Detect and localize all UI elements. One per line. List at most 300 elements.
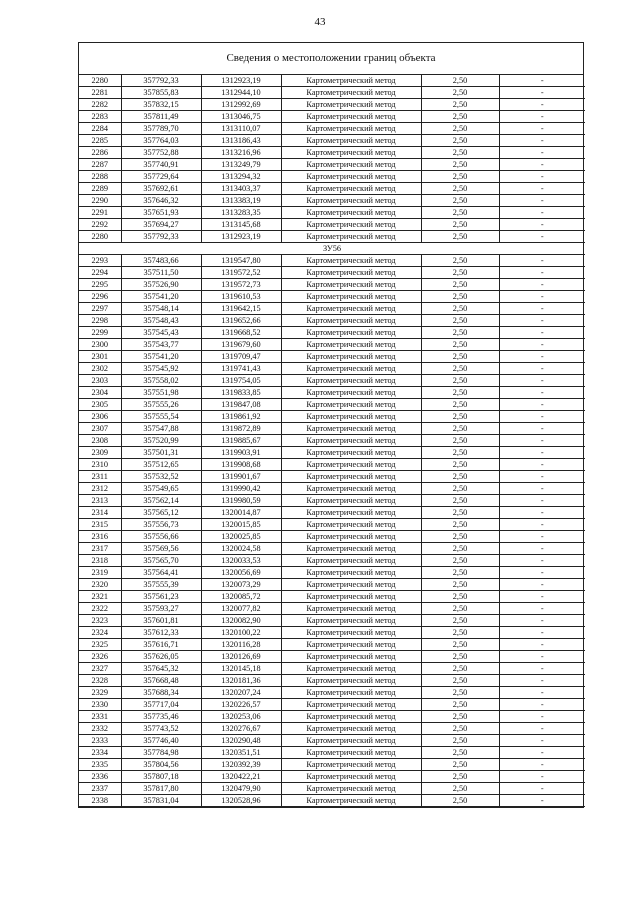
method-cell: Картометрический метод — [281, 711, 421, 723]
method-cell: Картометрический метод — [281, 171, 421, 183]
y-coordinate-cell: 1320226,57 — [201, 699, 281, 711]
y-coordinate-cell: 1313403,37 — [201, 183, 281, 195]
accuracy-cell: 2,50 — [421, 603, 499, 615]
point-number-cell: 2329 — [79, 687, 121, 699]
x-coordinate-cell: 357511,50 — [121, 267, 201, 279]
x-coordinate-cell: 357792,33 — [121, 75, 201, 87]
table-row — [79, 327, 585, 339]
description-cell: - — [499, 147, 585, 159]
x-coordinate-cell: 357520,99 — [121, 435, 201, 447]
accuracy-cell: 2,50 — [421, 795, 499, 807]
table-row — [79, 399, 585, 411]
table-row — [79, 735, 585, 747]
description-cell: - — [499, 267, 585, 279]
point-number-cell: 2280 — [79, 231, 121, 243]
point-number-cell: 2336 — [79, 771, 121, 783]
point-number-cell: 2319 — [79, 567, 121, 579]
method-cell: Картометрический метод — [281, 327, 421, 339]
description-cell: - — [499, 699, 585, 711]
table-row — [79, 147, 585, 159]
description-cell: - — [499, 387, 585, 399]
method-cell: Картометрический метод — [281, 675, 421, 687]
section-header-row — [79, 243, 585, 255]
point-number-cell: 2283 — [79, 111, 121, 123]
table-row — [79, 279, 585, 291]
table-row — [79, 351, 585, 363]
description-cell: - — [499, 399, 585, 411]
accuracy-cell: 2,50 — [421, 183, 499, 195]
description-cell: - — [499, 435, 585, 447]
section-label: ЗУ56 — [79, 243, 585, 255]
x-coordinate-cell: 357547,88 — [121, 423, 201, 435]
y-coordinate-cell: 1319709,47 — [201, 351, 281, 363]
point-number-cell: 2303 — [79, 375, 121, 387]
x-coordinate-cell: 357668,48 — [121, 675, 201, 687]
table-row — [79, 363, 585, 375]
point-number-cell: 2286 — [79, 147, 121, 159]
point-number-cell: 2280 — [79, 75, 121, 87]
point-number-cell: 2281 — [79, 87, 121, 99]
accuracy-cell: 2,50 — [421, 507, 499, 519]
x-coordinate-cell: 357551,98 — [121, 387, 201, 399]
x-coordinate-cell: 357593,27 — [121, 603, 201, 615]
table-row — [79, 339, 585, 351]
description-cell: - — [499, 471, 585, 483]
x-coordinate-cell: 357626,05 — [121, 651, 201, 663]
table-row — [79, 195, 585, 207]
point-number-cell: 2315 — [79, 519, 121, 531]
x-coordinate-cell: 357543,77 — [121, 339, 201, 351]
point-number-cell: 2284 — [79, 123, 121, 135]
y-coordinate-cell: 1313110,07 — [201, 123, 281, 135]
table-row — [79, 267, 585, 279]
method-cell: Картометрический метод — [281, 99, 421, 111]
point-number-cell: 2297 — [79, 303, 121, 315]
description-cell: - — [499, 531, 585, 543]
accuracy-cell: 2,50 — [421, 771, 499, 783]
accuracy-cell: 2,50 — [421, 279, 499, 291]
accuracy-cell: 2,50 — [421, 99, 499, 111]
table-row — [79, 471, 585, 483]
accuracy-cell: 2,50 — [421, 447, 499, 459]
x-coordinate-cell: 357688,34 — [121, 687, 201, 699]
point-number-cell: 2334 — [79, 747, 121, 759]
point-number-cell: 2309 — [79, 447, 121, 459]
table-row — [79, 687, 585, 699]
x-coordinate-cell: 357558,02 — [121, 375, 201, 387]
method-cell: Картометрический метод — [281, 315, 421, 327]
y-coordinate-cell: 1319610,53 — [201, 291, 281, 303]
description-cell: - — [499, 579, 585, 591]
point-number-cell: 2290 — [79, 195, 121, 207]
table-row — [79, 519, 585, 531]
x-coordinate-cell: 357555,26 — [121, 399, 201, 411]
x-coordinate-cell: 357555,39 — [121, 579, 201, 591]
y-coordinate-cell: 1319980,59 — [201, 495, 281, 507]
table-row — [79, 87, 585, 99]
y-coordinate-cell: 1320033,53 — [201, 555, 281, 567]
accuracy-cell: 2,50 — [421, 747, 499, 759]
y-coordinate-cell: 1320116,28 — [201, 639, 281, 651]
accuracy-cell: 2,50 — [421, 339, 499, 351]
grid-body — [79, 75, 585, 807]
method-cell: Картометрический метод — [281, 375, 421, 387]
point-number-cell: 2325 — [79, 639, 121, 651]
accuracy-cell: 2,50 — [421, 363, 499, 375]
description-cell: - — [499, 507, 585, 519]
y-coordinate-cell: 1319861,92 — [201, 411, 281, 423]
table-row — [79, 111, 585, 123]
y-coordinate-cell: 1320392,39 — [201, 759, 281, 771]
y-coordinate-cell: 1319885,67 — [201, 435, 281, 447]
description-cell: - — [499, 339, 585, 351]
x-coordinate-cell: 357784,98 — [121, 747, 201, 759]
y-coordinate-cell: 1319990,42 — [201, 483, 281, 495]
accuracy-cell: 2,50 — [421, 591, 499, 603]
description-cell: - — [499, 735, 585, 747]
description-cell: - — [499, 459, 585, 471]
point-number-cell: 2328 — [79, 675, 121, 687]
table-row — [79, 75, 585, 87]
method-cell: Картометрический метод — [281, 231, 421, 243]
x-coordinate-cell: 357601,81 — [121, 615, 201, 627]
method-cell: Картометрический метод — [281, 759, 421, 771]
x-coordinate-cell: 357789,70 — [121, 123, 201, 135]
y-coordinate-cell: 1320422,21 — [201, 771, 281, 783]
accuracy-cell: 2,50 — [421, 567, 499, 579]
x-coordinate-cell: 357555,54 — [121, 411, 201, 423]
description-cell: - — [499, 159, 585, 171]
method-cell: Картометрический метод — [281, 735, 421, 747]
description-cell: - — [499, 495, 585, 507]
method-cell: Картометрический метод — [281, 663, 421, 675]
y-coordinate-cell: 1320100,22 — [201, 627, 281, 639]
table-row — [79, 231, 585, 243]
description-cell: - — [499, 231, 585, 243]
x-coordinate-cell: 357483,66 — [121, 255, 201, 267]
accuracy-cell: 2,50 — [421, 471, 499, 483]
accuracy-cell: 2,50 — [421, 375, 499, 387]
x-coordinate-cell: 357792,33 — [121, 231, 201, 243]
description-cell: - — [499, 171, 585, 183]
table-row — [79, 771, 585, 783]
method-cell: Картометрический метод — [281, 615, 421, 627]
accuracy-cell: 2,50 — [421, 267, 499, 279]
table-row — [79, 663, 585, 675]
accuracy-cell: 2,50 — [421, 699, 499, 711]
description-cell: - — [499, 663, 585, 675]
description-cell: - — [499, 615, 585, 627]
accuracy-cell: 2,50 — [421, 123, 499, 135]
y-coordinate-cell: 1313046,75 — [201, 111, 281, 123]
description-cell: - — [499, 567, 585, 579]
x-coordinate-cell: 357817,80 — [121, 783, 201, 795]
y-coordinate-cell: 1319642,15 — [201, 303, 281, 315]
point-number-cell: 2296 — [79, 291, 121, 303]
accuracy-cell: 2,50 — [421, 303, 499, 315]
y-coordinate-cell: 1319872,89 — [201, 423, 281, 435]
y-coordinate-cell: 1319847,08 — [201, 399, 281, 411]
x-coordinate-cell: 357855,83 — [121, 87, 201, 99]
accuracy-cell: 2,50 — [421, 207, 499, 219]
description-cell: - — [499, 303, 585, 315]
y-coordinate-cell: 1313294,32 — [201, 171, 281, 183]
y-coordinate-cell: 1320077,82 — [201, 603, 281, 615]
method-cell: Картометрический метод — [281, 543, 421, 555]
y-coordinate-cell: 1320276,67 — [201, 723, 281, 735]
table-row — [79, 123, 585, 135]
accuracy-cell: 2,50 — [421, 459, 499, 471]
table-row — [79, 531, 585, 543]
x-coordinate-cell: 357804,56 — [121, 759, 201, 771]
y-coordinate-cell: 1319833,85 — [201, 387, 281, 399]
table-row — [79, 783, 585, 795]
description-cell: - — [499, 135, 585, 147]
table-row — [79, 543, 585, 555]
point-number-cell: 2312 — [79, 483, 121, 495]
table-row — [79, 507, 585, 519]
table-row — [79, 567, 585, 579]
x-coordinate-cell: 357501,31 — [121, 447, 201, 459]
point-number-cell: 2291 — [79, 207, 121, 219]
x-coordinate-cell: 357562,14 — [121, 495, 201, 507]
method-cell: Картометрический метод — [281, 603, 421, 615]
method-cell: Картометрический метод — [281, 699, 421, 711]
accuracy-cell: 2,50 — [421, 735, 499, 747]
table-row — [79, 615, 585, 627]
point-number-cell: 2282 — [79, 99, 121, 111]
x-coordinate-cell: 357561,23 — [121, 591, 201, 603]
y-coordinate-cell: 1319572,73 — [201, 279, 281, 291]
method-cell: Картометрический метод — [281, 567, 421, 579]
accuracy-cell: 2,50 — [421, 399, 499, 411]
method-cell: Картометрический метод — [281, 183, 421, 195]
description-cell: - — [499, 603, 585, 615]
point-number-cell: 2308 — [79, 435, 121, 447]
point-number-cell: 2324 — [79, 627, 121, 639]
y-coordinate-cell: 1320351,51 — [201, 747, 281, 759]
method-cell: Картометрический метод — [281, 495, 421, 507]
method-cell: Картометрический метод — [281, 159, 421, 171]
table-row — [79, 171, 585, 183]
y-coordinate-cell: 1319679,60 — [201, 339, 281, 351]
x-coordinate-cell: 357651,93 — [121, 207, 201, 219]
method-cell: Картометрический метод — [281, 351, 421, 363]
method-cell: Картометрический метод — [281, 135, 421, 147]
method-cell: Картометрический метод — [281, 519, 421, 531]
point-number-cell: 2327 — [79, 663, 121, 675]
point-number-cell: 2288 — [79, 171, 121, 183]
method-cell: Картометрический метод — [281, 363, 421, 375]
table-row — [79, 555, 585, 567]
y-coordinate-cell: 1319754,05 — [201, 375, 281, 387]
page-number: 43 — [314, 16, 326, 28]
y-coordinate-cell: 1319741,43 — [201, 363, 281, 375]
point-number-cell: 2285 — [79, 135, 121, 147]
accuracy-cell: 2,50 — [421, 651, 499, 663]
description-cell: - — [499, 291, 585, 303]
description-cell: - — [499, 411, 585, 423]
table-row — [79, 591, 585, 603]
description-cell: - — [499, 195, 585, 207]
y-coordinate-cell: 1320085,72 — [201, 591, 281, 603]
x-coordinate-cell: 357764,03 — [121, 135, 201, 147]
description-cell: - — [499, 627, 585, 639]
point-number-cell: 2298 — [79, 315, 121, 327]
point-number-cell: 2311 — [79, 471, 121, 483]
point-number-cell: 2287 — [79, 159, 121, 171]
method-cell: Картометрический метод — [281, 387, 421, 399]
table-row — [79, 495, 585, 507]
x-coordinate-cell: 357746,40 — [121, 735, 201, 747]
y-coordinate-cell: 1319547,80 — [201, 255, 281, 267]
method-cell: Картометрический метод — [281, 111, 421, 123]
y-coordinate-cell: 1313145,68 — [201, 219, 281, 231]
description-cell: - — [499, 75, 585, 87]
method-cell: Картометрический метод — [281, 291, 421, 303]
boundary-points-grid — [79, 75, 585, 807]
x-coordinate-cell: 357807,18 — [121, 771, 201, 783]
y-coordinate-cell: 1313216,96 — [201, 147, 281, 159]
method-cell: Картометрический метод — [281, 591, 421, 603]
x-coordinate-cell: 357556,73 — [121, 519, 201, 531]
table-row — [79, 387, 585, 399]
y-coordinate-cell: 1319901,67 — [201, 471, 281, 483]
accuracy-cell: 2,50 — [421, 483, 499, 495]
accuracy-cell: 2,50 — [421, 627, 499, 639]
x-coordinate-cell: 357532,52 — [121, 471, 201, 483]
x-coordinate-cell: 357541,20 — [121, 351, 201, 363]
table-row — [79, 375, 585, 387]
table-row — [79, 435, 585, 447]
description-cell: - — [499, 783, 585, 795]
description-cell: - — [499, 639, 585, 651]
method-cell: Картометрический метод — [281, 339, 421, 351]
description-cell: - — [499, 687, 585, 699]
point-number-cell: 2338 — [79, 795, 121, 807]
table-row — [79, 159, 585, 171]
y-coordinate-cell: 1320253,06 — [201, 711, 281, 723]
table-row — [79, 603, 585, 615]
accuracy-cell: 2,50 — [421, 759, 499, 771]
y-coordinate-cell: 1320082,90 — [201, 615, 281, 627]
table-row — [79, 411, 585, 423]
accuracy-cell: 2,50 — [421, 639, 499, 651]
table-row — [79, 99, 585, 111]
description-cell: - — [499, 723, 585, 735]
x-coordinate-cell: 357545,43 — [121, 327, 201, 339]
accuracy-cell: 2,50 — [421, 351, 499, 363]
description-cell: - — [499, 675, 585, 687]
x-coordinate-cell: 357526,90 — [121, 279, 201, 291]
method-cell: Картометрический метод — [281, 639, 421, 651]
method-cell: Картометрический метод — [281, 279, 421, 291]
method-cell: Картометрический метод — [281, 87, 421, 99]
method-cell: Картометрический метод — [281, 651, 421, 663]
x-coordinate-cell: 357692,61 — [121, 183, 201, 195]
x-coordinate-cell: 357549,65 — [121, 483, 201, 495]
point-number-cell: 2317 — [79, 543, 121, 555]
x-coordinate-cell: 357548,43 — [121, 315, 201, 327]
accuracy-cell: 2,50 — [421, 519, 499, 531]
point-number-cell: 2321 — [79, 591, 121, 603]
accuracy-cell: 2,50 — [421, 315, 499, 327]
point-number-cell: 2335 — [79, 759, 121, 771]
x-coordinate-cell: 357645,32 — [121, 663, 201, 675]
point-number-cell: 2305 — [79, 399, 121, 411]
description-cell: - — [499, 771, 585, 783]
table-row — [79, 219, 585, 231]
x-coordinate-cell: 357752,88 — [121, 147, 201, 159]
table-row — [79, 723, 585, 735]
point-number-cell: 2310 — [79, 459, 121, 471]
x-coordinate-cell: 357694,27 — [121, 219, 201, 231]
method-cell: Картометрический метод — [281, 507, 421, 519]
y-coordinate-cell: 1313383,19 — [201, 195, 281, 207]
description-cell: - — [499, 87, 585, 99]
accuracy-cell: 2,50 — [421, 615, 499, 627]
description-cell: - — [499, 747, 585, 759]
point-number-cell: 2333 — [79, 735, 121, 747]
description-cell: - — [499, 555, 585, 567]
accuracy-cell: 2,50 — [421, 555, 499, 567]
y-coordinate-cell: 1319572,52 — [201, 267, 281, 279]
y-coordinate-cell: 1319908,68 — [201, 459, 281, 471]
accuracy-cell: 2,50 — [421, 231, 499, 243]
description-cell: - — [499, 447, 585, 459]
method-cell: Картометрический метод — [281, 267, 421, 279]
method-cell: Картометрический метод — [281, 555, 421, 567]
x-coordinate-cell: 357541,20 — [121, 291, 201, 303]
point-number-cell: 2316 — [79, 531, 121, 543]
accuracy-cell: 2,50 — [421, 675, 499, 687]
accuracy-cell: 2,50 — [421, 147, 499, 159]
method-cell: Картометрический метод — [281, 219, 421, 231]
description-cell: - — [499, 759, 585, 771]
x-coordinate-cell: 357735,46 — [121, 711, 201, 723]
description-cell: - — [499, 315, 585, 327]
accuracy-cell: 2,50 — [421, 195, 499, 207]
accuracy-cell: 2,50 — [421, 159, 499, 171]
point-number-cell: 2294 — [79, 267, 121, 279]
table-title: Сведения о местоположении границ объекта — [79, 43, 583, 75]
accuracy-cell: 2,50 — [421, 495, 499, 507]
table-row — [79, 303, 585, 315]
method-cell: Картометрический метод — [281, 483, 421, 495]
point-number-cell: 2323 — [79, 615, 121, 627]
table-row — [79, 183, 585, 195]
y-coordinate-cell: 1320479,90 — [201, 783, 281, 795]
accuracy-cell: 2,50 — [421, 783, 499, 795]
x-coordinate-cell: 357548,14 — [121, 303, 201, 315]
y-coordinate-cell: 1320056,69 — [201, 567, 281, 579]
x-coordinate-cell: 357743,52 — [121, 723, 201, 735]
accuracy-cell: 2,50 — [421, 711, 499, 723]
x-coordinate-cell: 357831,04 — [121, 795, 201, 807]
y-coordinate-cell: 1319668,52 — [201, 327, 281, 339]
y-coordinate-cell: 1319903,91 — [201, 447, 281, 459]
method-cell: Картометрический метод — [281, 579, 421, 591]
table-row — [79, 459, 585, 471]
x-coordinate-cell: 357740,91 — [121, 159, 201, 171]
description-cell: - — [499, 483, 585, 495]
y-coordinate-cell: 1320024,58 — [201, 543, 281, 555]
accuracy-cell: 2,50 — [421, 387, 499, 399]
description-cell: - — [499, 651, 585, 663]
point-number-cell: 2331 — [79, 711, 121, 723]
description-cell: - — [499, 99, 585, 111]
method-cell: Картометрический метод — [281, 399, 421, 411]
